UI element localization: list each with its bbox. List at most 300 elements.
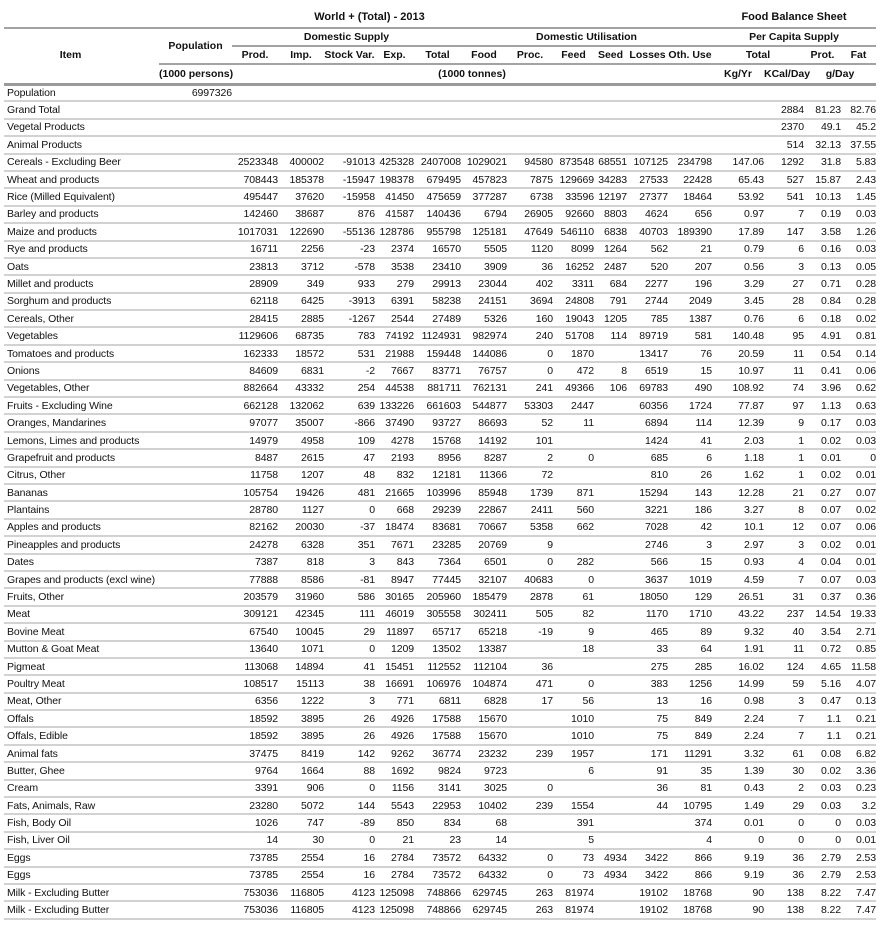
- cell-exp: 21: [375, 832, 414, 849]
- row-item-label: Rice (Milled Equivalent): [4, 188, 159, 205]
- cell-population: [159, 849, 232, 866]
- table-row: [4, 762, 876, 779]
- cell-prod: [232, 136, 278, 153]
- cell-population: [159, 675, 232, 692]
- cell-stock-var: 16: [324, 867, 375, 884]
- cell-exp: 2193: [375, 449, 414, 466]
- cell-fat: 2.53: [841, 867, 876, 884]
- cell-exp: 668: [375, 501, 414, 518]
- cell-seed: [594, 797, 627, 814]
- cell-losses: [627, 814, 668, 831]
- cell-feed: [553, 780, 594, 797]
- cell-exp: 279: [375, 275, 414, 292]
- units-kcal-day: KCal/Day: [764, 64, 804, 84]
- cell-stock-var: 0: [324, 832, 375, 849]
- cell-food: [461, 136, 507, 153]
- cell-total: 6811: [414, 693, 461, 710]
- cell-kcal-day: 12: [764, 519, 804, 536]
- row-item-label: Vegetables, Other: [4, 380, 159, 397]
- cell-feed: 9: [553, 623, 594, 640]
- cell-total: 881711: [414, 380, 461, 397]
- cell-imp: 3895: [278, 727, 324, 744]
- cell-proc: 1739: [507, 484, 553, 501]
- row-item-label: Fish, Body Oil: [4, 814, 159, 831]
- cell-prod: 18592: [232, 727, 278, 744]
- cell-oth-use: 3: [668, 536, 712, 553]
- cell-oth-use: [668, 136, 712, 153]
- cell-prod: 23813: [232, 258, 278, 275]
- cell-imp: 15113: [278, 675, 324, 692]
- cell-kcal-day: 237: [764, 606, 804, 623]
- row-item-label: Milk - Excluding Butter: [4, 901, 159, 918]
- cell-exp: [375, 136, 414, 153]
- cell-kg-yr: 0.79: [712, 241, 764, 258]
- row-item-label: Eggs: [4, 867, 159, 884]
- cell-feed: 61: [553, 588, 594, 605]
- cell-seed: [594, 832, 627, 849]
- cell-proc: 0: [507, 780, 553, 797]
- cell-kcal-day: 6: [764, 310, 804, 327]
- column-header-fat: Fat: [841, 46, 876, 64]
- cell-population: [159, 397, 232, 414]
- cell-exp: 2374: [375, 241, 414, 258]
- cell-population: [159, 745, 232, 762]
- row-item-label: Onions: [4, 362, 159, 379]
- cell-kg-yr: 140.48: [712, 327, 764, 344]
- cell-kcal-day: 21: [764, 484, 804, 501]
- cell-prot: 0.01: [804, 449, 841, 466]
- cell-kcal-day: 3: [764, 693, 804, 710]
- cell-seed: 34283: [594, 171, 627, 188]
- cell-prod: 28415: [232, 310, 278, 327]
- cell-prot: 0.13: [804, 258, 841, 275]
- cell-prod: 62118: [232, 293, 278, 310]
- cell-proc: 6738: [507, 188, 553, 205]
- cell-imp: 2256: [278, 241, 324, 258]
- cell-total: 2407008: [414, 154, 461, 171]
- cell-total: 83771: [414, 362, 461, 379]
- cell-prot: 3.54: [804, 623, 841, 640]
- row-item-label: Citrus, Other: [4, 467, 159, 484]
- cell-oth-use: 26: [668, 467, 712, 484]
- cell-fat: 7.47: [841, 901, 876, 918]
- cell-seed: [594, 449, 627, 466]
- cell-feed: 73: [553, 867, 594, 884]
- cell-oth-use: 849: [668, 727, 712, 744]
- row-item-label: Maize and products: [4, 223, 159, 240]
- cell-food: 104874: [461, 675, 507, 692]
- column-header-losses: Losses: [627, 46, 668, 64]
- cell-kg-yr: 9.19: [712, 867, 764, 884]
- cell-losses: 7028: [627, 519, 668, 536]
- cell-exp: 850: [375, 814, 414, 831]
- cell-proc: 26905: [507, 206, 553, 223]
- cell-kcal-day: 1: [764, 449, 804, 466]
- cell-prod: [232, 84, 278, 101]
- cell-food: [461, 119, 507, 136]
- cell-stock-var: -89: [324, 814, 375, 831]
- cell-fat: 1.26: [841, 223, 876, 240]
- cell-total: 16570: [414, 241, 461, 258]
- cell-feed: [553, 467, 594, 484]
- cell-proc: 72: [507, 467, 553, 484]
- cell-population: [159, 275, 232, 292]
- cell-kg-yr: 9.19: [712, 849, 764, 866]
- cell-prod: 28780: [232, 501, 278, 518]
- cell-food: 377287: [461, 188, 507, 205]
- cell-food: 629745: [461, 884, 507, 901]
- cell-losses: 19102: [627, 901, 668, 918]
- cell-kg-yr: 0: [712, 832, 764, 849]
- cell-kcal-day: 95: [764, 327, 804, 344]
- cell-imp: 185378: [278, 171, 324, 188]
- cell-prot: 0.02: [804, 762, 841, 779]
- cell-losses: 275: [627, 658, 668, 675]
- cell-kcal-day: 97: [764, 397, 804, 414]
- cell-exp: 11897: [375, 623, 414, 640]
- table-row: [4, 675, 876, 692]
- cell-seed: [594, 136, 627, 153]
- column-header-item: Item: [59, 49, 82, 61]
- cell-oth-use: 1019: [668, 571, 712, 588]
- cell-stock-var: -578: [324, 258, 375, 275]
- cell-kg-yr: 108.92: [712, 380, 764, 397]
- cell-stock-var: -1267: [324, 310, 375, 327]
- table-row: [4, 867, 876, 884]
- cell-imp: 14894: [278, 658, 324, 675]
- table-row: [4, 849, 876, 866]
- cell-stock-var: 586: [324, 588, 375, 605]
- cell-kg-yr: 3.27: [712, 501, 764, 518]
- cell-proc: [507, 84, 553, 101]
- table-row: [4, 693, 876, 710]
- cell-proc: 2878: [507, 588, 553, 605]
- cell-population: [159, 310, 232, 327]
- cell-food: 144086: [461, 345, 507, 362]
- cell-fat: 0.02: [841, 310, 876, 327]
- cell-feed: 24808: [553, 293, 594, 310]
- cell-prod: 753036: [232, 901, 278, 918]
- cell-feed: 0: [553, 571, 594, 588]
- cell-total: 15768: [414, 432, 461, 449]
- cell-prod: 14: [232, 832, 278, 849]
- cell-food: 24151: [461, 293, 507, 310]
- table-row: [4, 136, 876, 153]
- cell-seed: [594, 467, 627, 484]
- cell-oth-use: 18464: [668, 188, 712, 205]
- cell-seed: [594, 484, 627, 501]
- cell-prod: 37475: [232, 745, 278, 762]
- cell-feed: [553, 136, 594, 153]
- row-item-label: Apples and products: [4, 519, 159, 536]
- cell-population: [159, 554, 232, 571]
- cell-food: [461, 101, 507, 118]
- cell-prod: 3391: [232, 780, 278, 797]
- cell-proc: [507, 641, 553, 658]
- column-header-total-per-capita: Total: [712, 46, 804, 64]
- cell-stock-var: 26: [324, 710, 375, 727]
- cell-stock-var: 38: [324, 675, 375, 692]
- cell-exp: 2544: [375, 310, 414, 327]
- cell-food: 15670: [461, 727, 507, 744]
- cell-prot: 5.16: [804, 675, 841, 692]
- cell-exp: 4926: [375, 727, 414, 744]
- cell-losses: 2746: [627, 536, 668, 553]
- cell-feed: 49366: [553, 380, 594, 397]
- cell-prod: 7387: [232, 554, 278, 571]
- cell-food: 112104: [461, 658, 507, 675]
- cell-losses: 566: [627, 554, 668, 571]
- cell-kcal-day: 1: [764, 432, 804, 449]
- cell-stock-var: 254: [324, 380, 375, 397]
- cell-losses: [627, 101, 668, 118]
- table-row: [4, 258, 876, 275]
- table-row: [4, 275, 876, 292]
- cell-kg-yr: 2.03: [712, 432, 764, 449]
- cell-exp: [375, 119, 414, 136]
- cell-kg-yr: 3.32: [712, 745, 764, 762]
- cell-oth-use: 129: [668, 588, 712, 605]
- cell-imp: 116805: [278, 884, 324, 901]
- cell-feed: 82: [553, 606, 594, 623]
- row-item-label: Animal fats: [4, 745, 159, 762]
- cell-exp: 198378: [375, 171, 414, 188]
- cell-population: [159, 814, 232, 831]
- cell-kg-yr: 9.32: [712, 623, 764, 640]
- cell-total: [414, 84, 461, 101]
- cell-losses: 89719: [627, 327, 668, 344]
- cell-oth-use: 15: [668, 554, 712, 571]
- cell-total: 13502: [414, 641, 461, 658]
- cell-population: [159, 241, 232, 258]
- cell-stock-var: 109: [324, 432, 375, 449]
- cell-prot: 0.47: [804, 693, 841, 710]
- cell-prod: 9764: [232, 762, 278, 779]
- cell-fat: 4.07: [841, 675, 876, 692]
- cell-proc: [507, 762, 553, 779]
- table-row: [4, 414, 876, 431]
- cell-proc: 101: [507, 432, 553, 449]
- cell-losses: 4624: [627, 206, 668, 223]
- cell-losses: 75: [627, 710, 668, 727]
- cell-exp: 30165: [375, 588, 414, 605]
- cell-total: 65717: [414, 623, 461, 640]
- cell-prot: 4.91: [804, 327, 841, 344]
- column-header-total-supply: Total: [414, 46, 461, 64]
- cell-population: [159, 467, 232, 484]
- cell-kcal-day: 2370: [764, 119, 804, 136]
- cell-prod: 14979: [232, 432, 278, 449]
- cell-prod: 23280: [232, 797, 278, 814]
- cell-fat: 0.03: [841, 814, 876, 831]
- cell-oth-use: 1256: [668, 675, 712, 692]
- table-row: [4, 241, 876, 258]
- cell-food: 23044: [461, 275, 507, 292]
- cell-prot: 0.08: [804, 745, 841, 762]
- table-row: [4, 727, 876, 744]
- cell-fat: 0: [841, 449, 876, 466]
- cell-feed: 81974: [553, 901, 594, 918]
- cell-oth-use: 143: [668, 484, 712, 501]
- table-body: [4, 84, 876, 919]
- cell-food: 20769: [461, 536, 507, 553]
- cell-total: 58238: [414, 293, 461, 310]
- cell-total: 77445: [414, 571, 461, 588]
- cell-stock-var: -37: [324, 519, 375, 536]
- cell-feed: [553, 119, 594, 136]
- cell-exp: 16691: [375, 675, 414, 692]
- cell-feed: 282: [553, 554, 594, 571]
- cell-losses: 33: [627, 641, 668, 658]
- cell-food: 544877: [461, 397, 507, 414]
- cell-prot: 0.19: [804, 206, 841, 223]
- cell-imp: 906: [278, 780, 324, 797]
- row-item-label: Vegetables: [4, 327, 159, 344]
- cell-prod: 67540: [232, 623, 278, 640]
- cell-imp: 43332: [278, 380, 324, 397]
- cell-proc: 9: [507, 536, 553, 553]
- cell-prod: 24278: [232, 536, 278, 553]
- row-item-label: Barley and products: [4, 206, 159, 223]
- cell-total: 12181: [414, 467, 461, 484]
- cell-feed: 92660: [553, 206, 594, 223]
- cell-proc: 471: [507, 675, 553, 692]
- cell-fat: 7.47: [841, 884, 876, 901]
- cell-stock-var: 26: [324, 727, 375, 744]
- cell-seed: [594, 745, 627, 762]
- cell-stock-var: 3: [324, 554, 375, 571]
- table-row: [4, 310, 876, 327]
- cell-feed: 18: [553, 641, 594, 658]
- cell-food: 3025: [461, 780, 507, 797]
- cell-population: [159, 380, 232, 397]
- cell-seed: [594, 762, 627, 779]
- cell-kg-yr: 16.02: [712, 658, 764, 675]
- table-row: [4, 536, 876, 553]
- cell-feed: 1010: [553, 710, 594, 727]
- cell-oth-use: 490: [668, 380, 712, 397]
- cell-kcal-day: 527: [764, 171, 804, 188]
- cell-population: [159, 519, 232, 536]
- column-header-feed: Feed: [553, 46, 594, 64]
- cell-stock-var: -3913: [324, 293, 375, 310]
- table-row: [4, 484, 876, 501]
- cell-kcal-day: 4: [764, 554, 804, 571]
- cell-exp: 771: [375, 693, 414, 710]
- column-header-prot: Prot.: [804, 46, 841, 64]
- table-row: [4, 588, 876, 605]
- cell-seed: [594, 693, 627, 710]
- cell-imp: 400002: [278, 154, 324, 171]
- cell-fat: [841, 84, 876, 101]
- cell-prot: 32.13: [804, 136, 841, 153]
- cell-feed: 11: [553, 414, 594, 431]
- table-row: [4, 901, 876, 918]
- cell-fat: 0.01: [841, 554, 876, 571]
- cell-fat: 5.83: [841, 154, 876, 171]
- cell-fat: 0.01: [841, 832, 876, 849]
- cell-population: [159, 449, 232, 466]
- cell-fat: 0.23: [841, 780, 876, 797]
- row-item-label: Fats, Animals, Raw: [4, 797, 159, 814]
- cell-losses: 6519: [627, 362, 668, 379]
- cell-fat: 0.03: [841, 432, 876, 449]
- cell-population: [159, 484, 232, 501]
- cell-proc: 53303: [507, 397, 553, 414]
- cell-proc: 240: [507, 327, 553, 344]
- cell-fat: 0.07: [841, 484, 876, 501]
- cell-imp: 1222: [278, 693, 324, 710]
- cell-population: [159, 658, 232, 675]
- cell-food: 65218: [461, 623, 507, 640]
- cell-population: [159, 797, 232, 814]
- cell-proc: 0: [507, 345, 553, 362]
- cell-fat: 45.2: [841, 119, 876, 136]
- cell-total: 748866: [414, 884, 461, 901]
- cell-proc: 5358: [507, 519, 553, 536]
- sheet-label: Food Balance Sheet: [712, 4, 876, 28]
- cell-seed: [594, 814, 627, 831]
- cell-prod: 662128: [232, 397, 278, 414]
- cell-prod: [232, 101, 278, 118]
- row-item-label: Vegetal Products: [4, 119, 159, 136]
- units-spacer: [4, 64, 159, 84]
- cell-total: 17588: [414, 710, 461, 727]
- cell-fat: 0.03: [841, 206, 876, 223]
- column-header-exp: Exp.: [375, 46, 414, 64]
- cell-stock-var: 933: [324, 275, 375, 292]
- cell-seed: 1264: [594, 241, 627, 258]
- cell-stock-var: -15958: [324, 188, 375, 205]
- cell-kg-yr: 0.97: [712, 206, 764, 223]
- cell-seed: 68551: [594, 154, 627, 171]
- cell-seed: 791: [594, 293, 627, 310]
- cell-imp: 3895: [278, 710, 324, 727]
- cell-imp: 68735: [278, 327, 324, 344]
- row-item-label: Poultry Meat: [4, 675, 159, 692]
- cell-fat: 0.03: [841, 241, 876, 258]
- cell-total: 7364: [414, 554, 461, 571]
- cell-seed: [594, 571, 627, 588]
- cell-fat: 0.02: [841, 501, 876, 518]
- cell-prot: 0.04: [804, 554, 841, 571]
- cell-proc: 0: [507, 867, 553, 884]
- cell-prod: 2523348: [232, 154, 278, 171]
- cell-food: 3909: [461, 258, 507, 275]
- row-item-label: Bananas: [4, 484, 159, 501]
- cell-food: 5326: [461, 310, 507, 327]
- row-item-label: Plantains: [4, 501, 159, 518]
- units-tonnes: (1000 tonnes): [232, 64, 712, 84]
- cell-stock-var: 0: [324, 780, 375, 797]
- cell-losses: 19102: [627, 884, 668, 901]
- cell-kcal-day: 11: [764, 362, 804, 379]
- cell-population: [159, 623, 232, 640]
- units-row: [4, 64, 876, 84]
- cell-exp: 6391: [375, 293, 414, 310]
- cell-losses: 27533: [627, 171, 668, 188]
- cell-feed: 1870: [553, 345, 594, 362]
- cell-stock-var: [324, 136, 375, 153]
- cell-kcal-day: 2884: [764, 101, 804, 118]
- cell-exp: 44538: [375, 380, 414, 397]
- cell-losses: 15294: [627, 484, 668, 501]
- row-item-label: Rye and products: [4, 241, 159, 258]
- cell-population: [159, 258, 232, 275]
- cell-prot: 0.03: [804, 797, 841, 814]
- cell-seed: [594, 414, 627, 431]
- cell-stock-var: 876: [324, 206, 375, 223]
